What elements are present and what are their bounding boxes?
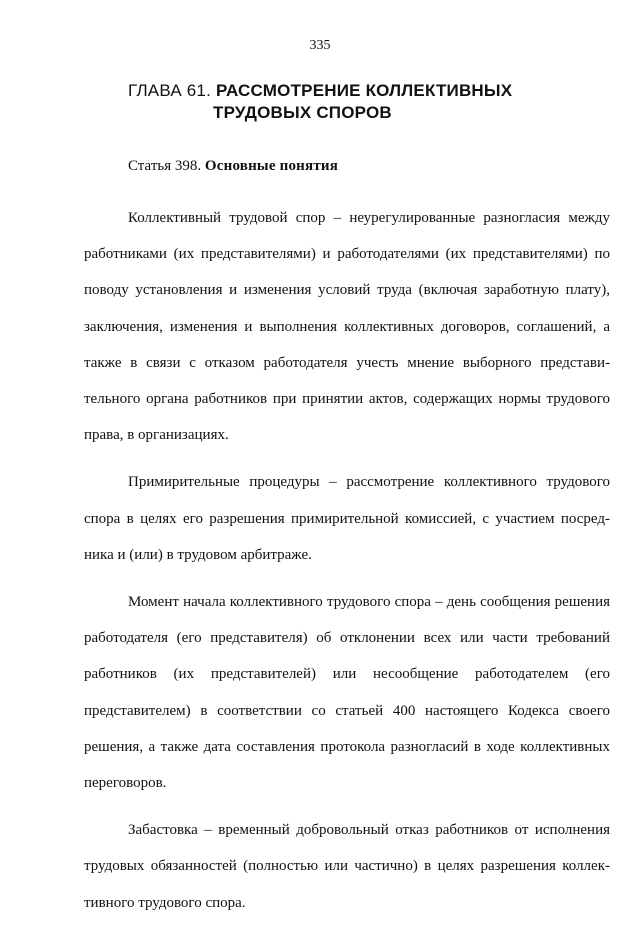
page-number: 335 bbox=[309, 38, 331, 53]
chapter-title-line-1: РАССМОТРЕНИЕ КОЛЛЕКТИВНЫХ bbox=[215, 81, 513, 100]
article-title: Основные понятия bbox=[204, 158, 339, 174]
chapter-title-line-2: ТРУДОВЫХ СПОРОВ bbox=[213, 103, 392, 122]
chapter-label: ГЛАВА 61. bbox=[128, 81, 212, 100]
article-heading bbox=[128, 158, 338, 175]
chapter-heading bbox=[128, 80, 512, 124]
article-body bbox=[84, 200, 610, 932]
paragraph-conciliation-procedures: Примирительные процедуры – рассмотрение коллективного трудового спора в целях его разрешения примирительной комиссией, с участием посредника и (или) в трудовом арбитраже. bbox=[84, 474, 610, 563]
paragraph-dispute-start-moment: Момент начала коллективного трудового спора – день сообщения решения работодателя (его представителя) об отклонении всех или части требований работников (их представителей) или несообщение работодателем (его представителем) в соответствии со статьей 400 настоящего Кодекса своего решения, а также дата составления протокола разногласий в ходе коллективных переговоров. bbox=[84, 594, 610, 792]
paragraph-strike: Забастовка – временный добровольный отказ работников от исполнения трудовых обязанностей (полностью или частично) в целях разрешения коллективного трудового спора. bbox=[84, 822, 610, 911]
article-label: Статья 398. bbox=[128, 158, 202, 174]
paragraph-collective-labor-dispute: Коллективный трудовой спор – неурегулированные разногласия между работниками (их представителями) и работодателями (их представителями) по поводу установления и изменения условий труда (включая заработную плату), заключения, изменения и выполнения коллективных договоров, соглашений, а также в связи с отказом работодателя учесть мнение выборного представительного органа работников при принятии актов, содержащих нормы трудового права, в организациях. bbox=[84, 210, 610, 444]
